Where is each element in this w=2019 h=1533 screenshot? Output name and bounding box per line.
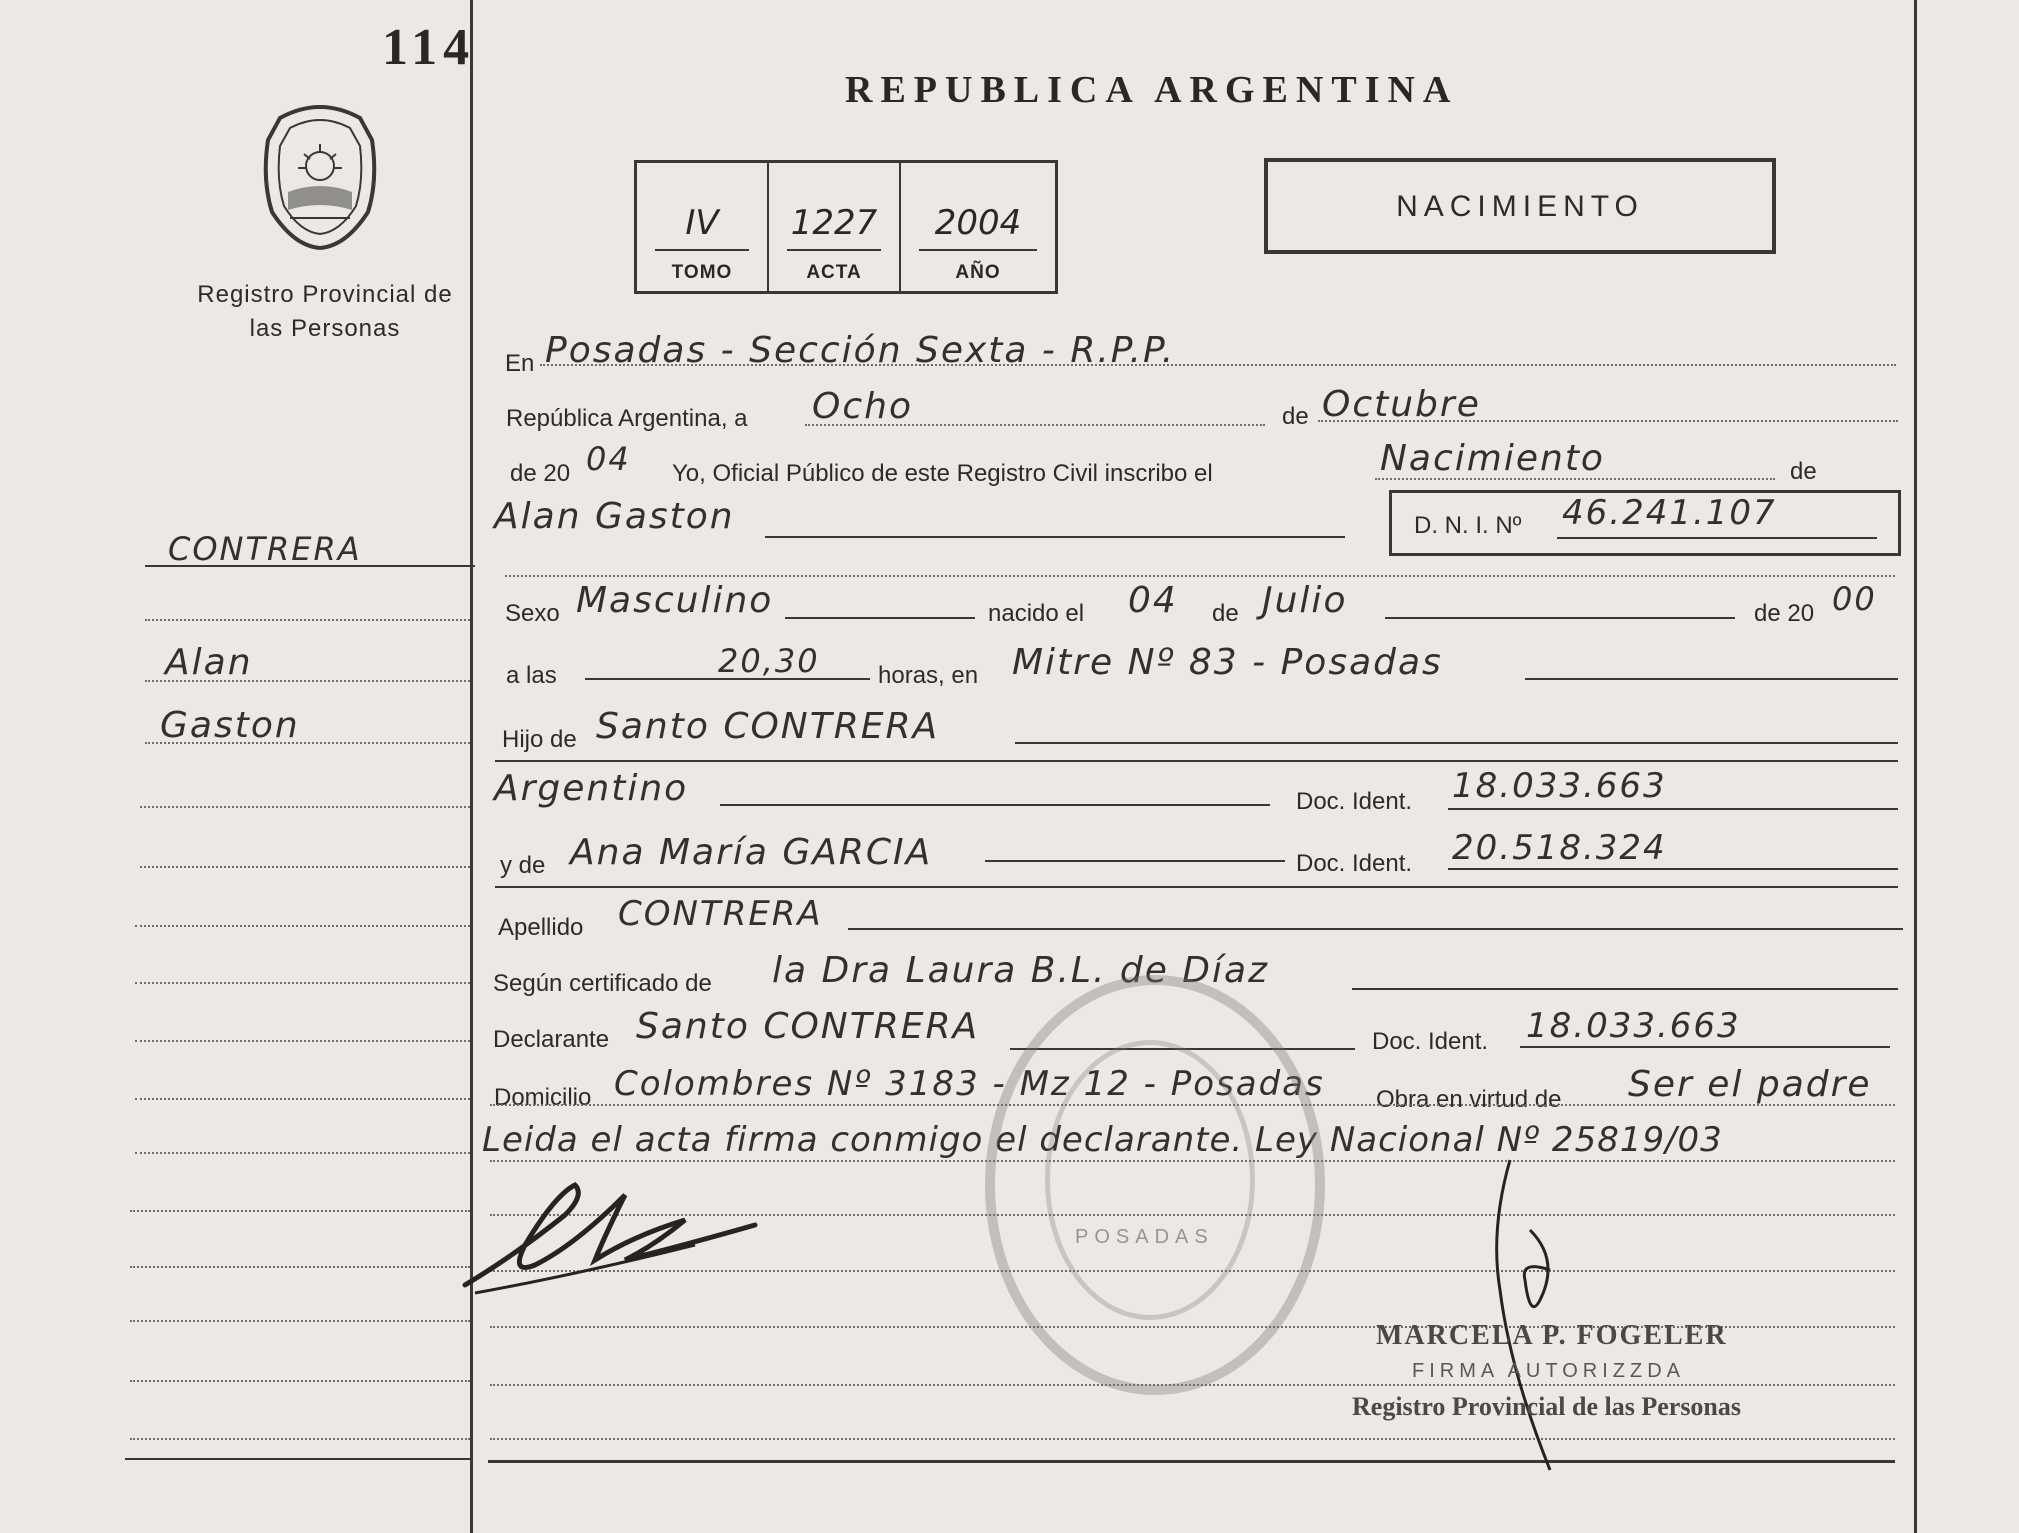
margin-rule bbox=[145, 565, 475, 567]
acta-cell bbox=[769, 163, 901, 291]
line2-dots-b bbox=[1318, 420, 1898, 422]
line6-place: Mitre Nº 83 - Posadas bbox=[1012, 642, 1443, 683]
line7-father: Santo CONTRERA bbox=[596, 706, 940, 747]
official-stamp-inner bbox=[1045, 1040, 1255, 1320]
line5-sexo: Sexo bbox=[505, 600, 560, 627]
stamp-city: POSADAS bbox=[1075, 1226, 1214, 1248]
line2-prefix: República Argentina, a bbox=[506, 405, 748, 432]
line11-segun: Según certificado de bbox=[493, 970, 712, 997]
line7-rule bbox=[1015, 742, 1898, 744]
dni-box bbox=[1389, 490, 1901, 556]
line6-time: 20,30 bbox=[718, 642, 820, 680]
margin-line bbox=[145, 680, 470, 682]
line13-address: Colombres Nº 3183 - Mz 12 - Posadas bbox=[614, 1064, 1325, 1104]
line10-rule bbox=[848, 928, 1903, 930]
body-line bbox=[490, 1438, 1895, 1440]
dni-number: 46.241.107 bbox=[1562, 493, 1777, 533]
line8-doc: Doc. Ident. bbox=[1296, 788, 1413, 815]
record-number-box bbox=[634, 160, 1058, 294]
line13-obra: Obra en virtud de bbox=[1376, 1086, 1562, 1113]
line9-yde: y de bbox=[500, 852, 546, 879]
line8-docnum: 18.033.663 bbox=[1452, 766, 1667, 806]
line10-surname: CONTRERA bbox=[618, 894, 823, 934]
margin-line bbox=[135, 982, 470, 984]
line9-mother: Ana María GARCIA bbox=[570, 832, 933, 873]
margin-line bbox=[135, 1040, 470, 1042]
line12-declarante: Declarante bbox=[493, 1026, 610, 1053]
line9-docnum: 20.518.324 bbox=[1452, 828, 1667, 868]
line8-rule-a bbox=[720, 804, 1270, 806]
official-role: FIRMA AUTORIZZDA bbox=[1412, 1360, 1685, 1382]
line1-dots bbox=[540, 364, 1896, 366]
record-type-label: NACIMIENTO bbox=[1396, 190, 1644, 223]
right-margin-rule bbox=[1914, 0, 1917, 1533]
line3-event: Nacimiento bbox=[1380, 438, 1605, 479]
line3-year: 04 bbox=[586, 440, 631, 478]
official-registry: Registro Provincial de las Personas bbox=[1352, 1392, 1742, 1421]
line2-month: Octubre bbox=[1322, 384, 1481, 425]
line12-doc: Doc. Ident. bbox=[1372, 1028, 1489, 1055]
line4-name: Alan Gaston bbox=[494, 496, 735, 537]
official-name: MARCELA P. FOGELER bbox=[1376, 1320, 1728, 1351]
line3-dots bbox=[1375, 478, 1775, 480]
margin-line bbox=[130, 1210, 470, 1212]
margin-line bbox=[135, 1152, 470, 1154]
line12-docnum: 18.033.663 bbox=[1526, 1006, 1741, 1046]
line5-rule-a bbox=[785, 617, 975, 619]
line6-rule-b bbox=[1525, 678, 1898, 680]
page-number: 114 bbox=[382, 19, 476, 76]
acta-value: 1227 bbox=[790, 203, 878, 243]
margin-line bbox=[140, 866, 470, 868]
tomo-underline bbox=[655, 249, 749, 251]
line1-place: Posadas - Sección Sexta - R.P.P. bbox=[545, 330, 1176, 371]
line5-year: 00 bbox=[1832, 580, 1877, 618]
dni-label: D. N. I. Nº bbox=[1414, 512, 1522, 539]
line9-rule-a bbox=[985, 860, 1285, 862]
line12-name: Santo CONTRERA bbox=[636, 1006, 980, 1047]
margin-surname: CONTRERA bbox=[168, 530, 362, 568]
body-bottom-rule bbox=[488, 1460, 1895, 1463]
margin-second-name: Gaston bbox=[160, 705, 300, 746]
margin-line bbox=[130, 1438, 470, 1440]
line9-rule-b bbox=[1448, 868, 1898, 870]
line5-day: 04 bbox=[1128, 580, 1178, 621]
tomo-cell bbox=[637, 163, 769, 291]
margin-line bbox=[145, 742, 470, 744]
tomo-value: IV bbox=[685, 203, 719, 243]
line10-apellido: Apellido bbox=[498, 914, 584, 941]
provincial-seal-icon bbox=[250, 100, 390, 255]
margin-line bbox=[140, 806, 470, 808]
acta-underline bbox=[787, 249, 881, 251]
line7-hijo: Hijo de bbox=[502, 726, 577, 753]
line3-text: Yo, Oficial Público de este Registro Civil inscribo el bbox=[672, 460, 1213, 487]
margin-line bbox=[145, 619, 470, 621]
margin-line bbox=[130, 1320, 470, 1322]
margin-bottom-rule bbox=[125, 1458, 470, 1460]
line13-domicilio: Domicilio bbox=[494, 1084, 592, 1111]
line5-de: de bbox=[1212, 600, 1239, 627]
margin-line bbox=[135, 1098, 470, 1100]
line4-rule bbox=[765, 536, 1345, 538]
line6-alas: a las bbox=[506, 662, 557, 689]
line11-rule bbox=[1352, 988, 1898, 990]
line5-year-prefix: de 20 bbox=[1754, 600, 1815, 627]
line3-de: de bbox=[1790, 458, 1817, 485]
country-title: REPUBLICA ARGENTINA bbox=[845, 69, 1459, 111]
margin-line bbox=[130, 1266, 470, 1268]
ano-underline bbox=[919, 249, 1037, 251]
line6-hours: horas, en bbox=[878, 662, 979, 689]
line14-note: Leida el acta firma conmigo el declarante. Ley Nacional Nº 25819/03 bbox=[482, 1120, 1723, 1160]
line5-top-dots bbox=[505, 575, 1895, 577]
line5-born: nacido el bbox=[988, 600, 1085, 627]
line5-sex: Masculino bbox=[576, 580, 774, 621]
line9-doc: Doc. Ident. bbox=[1296, 850, 1413, 877]
ano-cell bbox=[901, 163, 1055, 291]
acta-label: ACTA bbox=[806, 262, 862, 283]
declarant-signature bbox=[455, 1165, 775, 1310]
line8-nationality: Argentino bbox=[494, 768, 689, 809]
margin-line bbox=[135, 925, 470, 927]
registry-name: Registro Provincial de las Personas bbox=[197, 281, 453, 342]
line5-month: Julio bbox=[1262, 580, 1348, 621]
line2-day: Ocho bbox=[812, 386, 913, 427]
line2-de: de bbox=[1282, 403, 1309, 430]
record-type-box bbox=[1264, 158, 1776, 254]
line3-year-prefix: de 20 bbox=[510, 460, 571, 487]
line2-dots-a bbox=[805, 424, 1265, 426]
margin-line bbox=[130, 1380, 470, 1382]
line9-rule-c bbox=[495, 886, 1898, 888]
ano-label: AÑO bbox=[955, 262, 1001, 283]
line5-rule-b bbox=[1385, 617, 1735, 619]
ano-value: 2004 bbox=[934, 203, 1022, 243]
line13-reason: Ser el padre bbox=[1628, 1064, 1872, 1105]
line12-rule-b bbox=[1520, 1046, 1890, 1048]
margin-first-name: Alan bbox=[165, 642, 253, 683]
line11-doctor: la Dra Laura B.L. de Díaz bbox=[772, 950, 1269, 991]
dni-rule bbox=[1557, 537, 1877, 539]
line7-rule-b bbox=[495, 760, 1898, 762]
line1-prefix: En bbox=[505, 350, 535, 377]
tomo-label: TOMO bbox=[671, 262, 733, 283]
line8-rule-b bbox=[1448, 808, 1898, 810]
